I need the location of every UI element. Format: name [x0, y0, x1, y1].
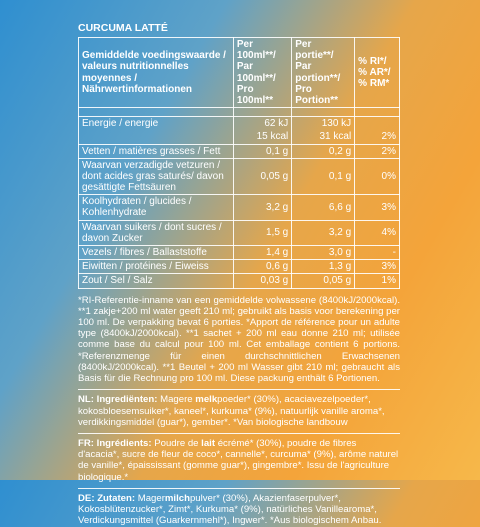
table-row — [79, 246, 400, 260]
value-100ml: 0,05 g — [233, 158, 291, 195]
value-portion: 0,2 g — [292, 144, 355, 158]
table-row — [79, 195, 400, 220]
value-100ml: 3,2 g — [233, 195, 291, 220]
ingredients-de-part-a: Mager — [135, 492, 165, 504]
ingredients-de-part-c: pulver* (30%), Akazienfaserpulver*, Kokosblütenzucker*, Zimt*, Kurkuma* (9%), natürliches Vanillearoma*, Verdickungsmittel (Guarkernmehl*), Ingwer*. *Aus biologischem Anbau. — [78, 492, 382, 527]
table-header-row — [79, 38, 400, 108]
table-row — [79, 117, 400, 131]
value-100ml: 0,1 g — [233, 144, 291, 158]
nutrition-table — [78, 37, 400, 289]
product-title: CURCUMA LATTÉ — [78, 22, 168, 34]
value-portion: 31 kcal — [292, 130, 355, 144]
table-row — [79, 274, 400, 288]
ingredients-de-prefix: DE: Zutaten: — [78, 492, 136, 504]
header-nutrient: Gemiddelde voedingswaarde / valeurs nutritionnelles moyennes / Nährwertinformationen — [79, 38, 234, 108]
value-ri: 3% — [355, 195, 400, 220]
nutrient-label: Koolhydraten / glucides / Kohlenhydrate — [79, 195, 234, 220]
nutrient-label: Zout / Sel / Salz — [79, 274, 234, 288]
table-row — [79, 130, 400, 144]
value-ri: - — [355, 246, 400, 260]
value-portion: 3,2 g — [292, 220, 355, 245]
value-portion: 3,0 g — [292, 246, 355, 260]
nutrient-label: Eiwitten / protéines / Eiweiss — [79, 260, 234, 274]
ingredients-nl-part-a: Magere — [157, 394, 196, 406]
value-ri: 2% — [355, 130, 400, 144]
value-ri: 1% — [355, 274, 400, 288]
ingredients-nl-part-c: poeder* (30%), acaciavezelpoeder*, kokosbloesemsuiker*, kaneel*, kurkuma* (9%), natuurlijk vanille aroma*, verdikkingsmiddel (guar*), gember*. *Van biologische landbouw — [78, 394, 385, 428]
header-ri: % RI*/ % AR*/ % RM* — [355, 38, 400, 108]
ingredients-nl — [78, 394, 400, 428]
table-row — [79, 220, 400, 245]
divider — [78, 389, 400, 390]
value-ri: 3% — [355, 260, 400, 274]
nutrient-label: Vetten / matières grasses / Fett — [79, 144, 234, 158]
value-ri: 4% — [355, 220, 400, 245]
value-portion: 0,05 g — [292, 274, 355, 288]
divider — [78, 433, 400, 434]
table-row — [79, 144, 400, 158]
allergen-nl: melk — [195, 394, 218, 406]
ingredients-nl-prefix: NL: Ingrediënten: — [78, 394, 158, 406]
value-100ml: 0,03 g — [233, 274, 291, 288]
ingredients-de — [78, 493, 400, 527]
value-ri — [355, 117, 400, 131]
value-ri: 0% — [355, 158, 400, 195]
nutrient-label: Waarvan suikers / dont sucres / davon Zucker — [79, 220, 234, 245]
nutrient-label: Energie / energie — [79, 117, 234, 131]
header-per-portion: Per portie**/ Par portion**/ Pro Portion** — [292, 38, 355, 108]
value-100ml: 62 kJ — [233, 117, 291, 131]
table-row — [79, 158, 400, 195]
value-portion: 130 kJ — [292, 117, 355, 131]
ingredients-fr — [78, 438, 400, 483]
table-row — [79, 260, 400, 274]
nutrition-label — [78, 22, 400, 527]
divider — [78, 488, 400, 489]
ingredients-fr-prefix: FR: Ingrédients: — [78, 437, 152, 449]
ingredients-fr-part-c: écrémé* (30%), poudre de fibres d'acacia*, sucre de fleur de coco*, cannelle*, curcuma* (9%), arôme naturel de vanille*, épaississant (gomme guar*), gingembre*. Issu de l'agriculture biologique.* — [78, 437, 399, 483]
ingredients-fr-part-a: Poudre de — [151, 437, 202, 449]
value-ri: 2% — [355, 144, 400, 158]
allergen-fr: lait — [201, 437, 216, 449]
nutrient-label: Waarvan verzadigde vetzuren / dont acides gras saturés/ davon gesättigte Fettsäuren — [79, 158, 234, 195]
value-100ml: 15 kcal — [233, 130, 291, 144]
value-100ml: 1,5 g — [233, 220, 291, 245]
value-100ml: 0,6 g — [233, 260, 291, 274]
spacer-row — [79, 108, 400, 117]
value-portion: 1,3 g — [292, 260, 355, 274]
footnote: *RI-Referentie-inname van een gemiddelde volwassene (8400kJ/2000kcal). **1 zakje+200 ml water geeft 210 ml; gebruikt als basis voor berekening per 100 ml. De verpakking bevat 6 porties. *Apport de référence pour un adulte type (8400kJ/2000kcal). **1 sachet + 200 ml eau donne 210 ml; utilisée comme base du calcul pour 100 ml. Cet emballage contient 6 portions. *Referenzmenge für einen durchschnittlichen Erwachsenen (8400kJ/2000kcal). **1 Beutel + 200 ml Wasser gibt 210 ml; gebraucht als Basis für die Rechnung pro 100 ml. Diese packung enthält 6 Portionen. — [78, 294, 400, 385]
nutrient-label — [79, 130, 234, 144]
allergen-de: milch — [164, 492, 190, 504]
value-portion: 6,6 g — [292, 195, 355, 220]
nutrient-label: Vezels / fibres / Ballaststoffe — [79, 246, 234, 260]
header-per-100ml: Per 100ml**/ Par 100ml**/ Pro 100ml** — [233, 38, 291, 108]
value-100ml: 1,4 g — [233, 246, 291, 260]
value-portion: 0,1 g — [292, 158, 355, 195]
